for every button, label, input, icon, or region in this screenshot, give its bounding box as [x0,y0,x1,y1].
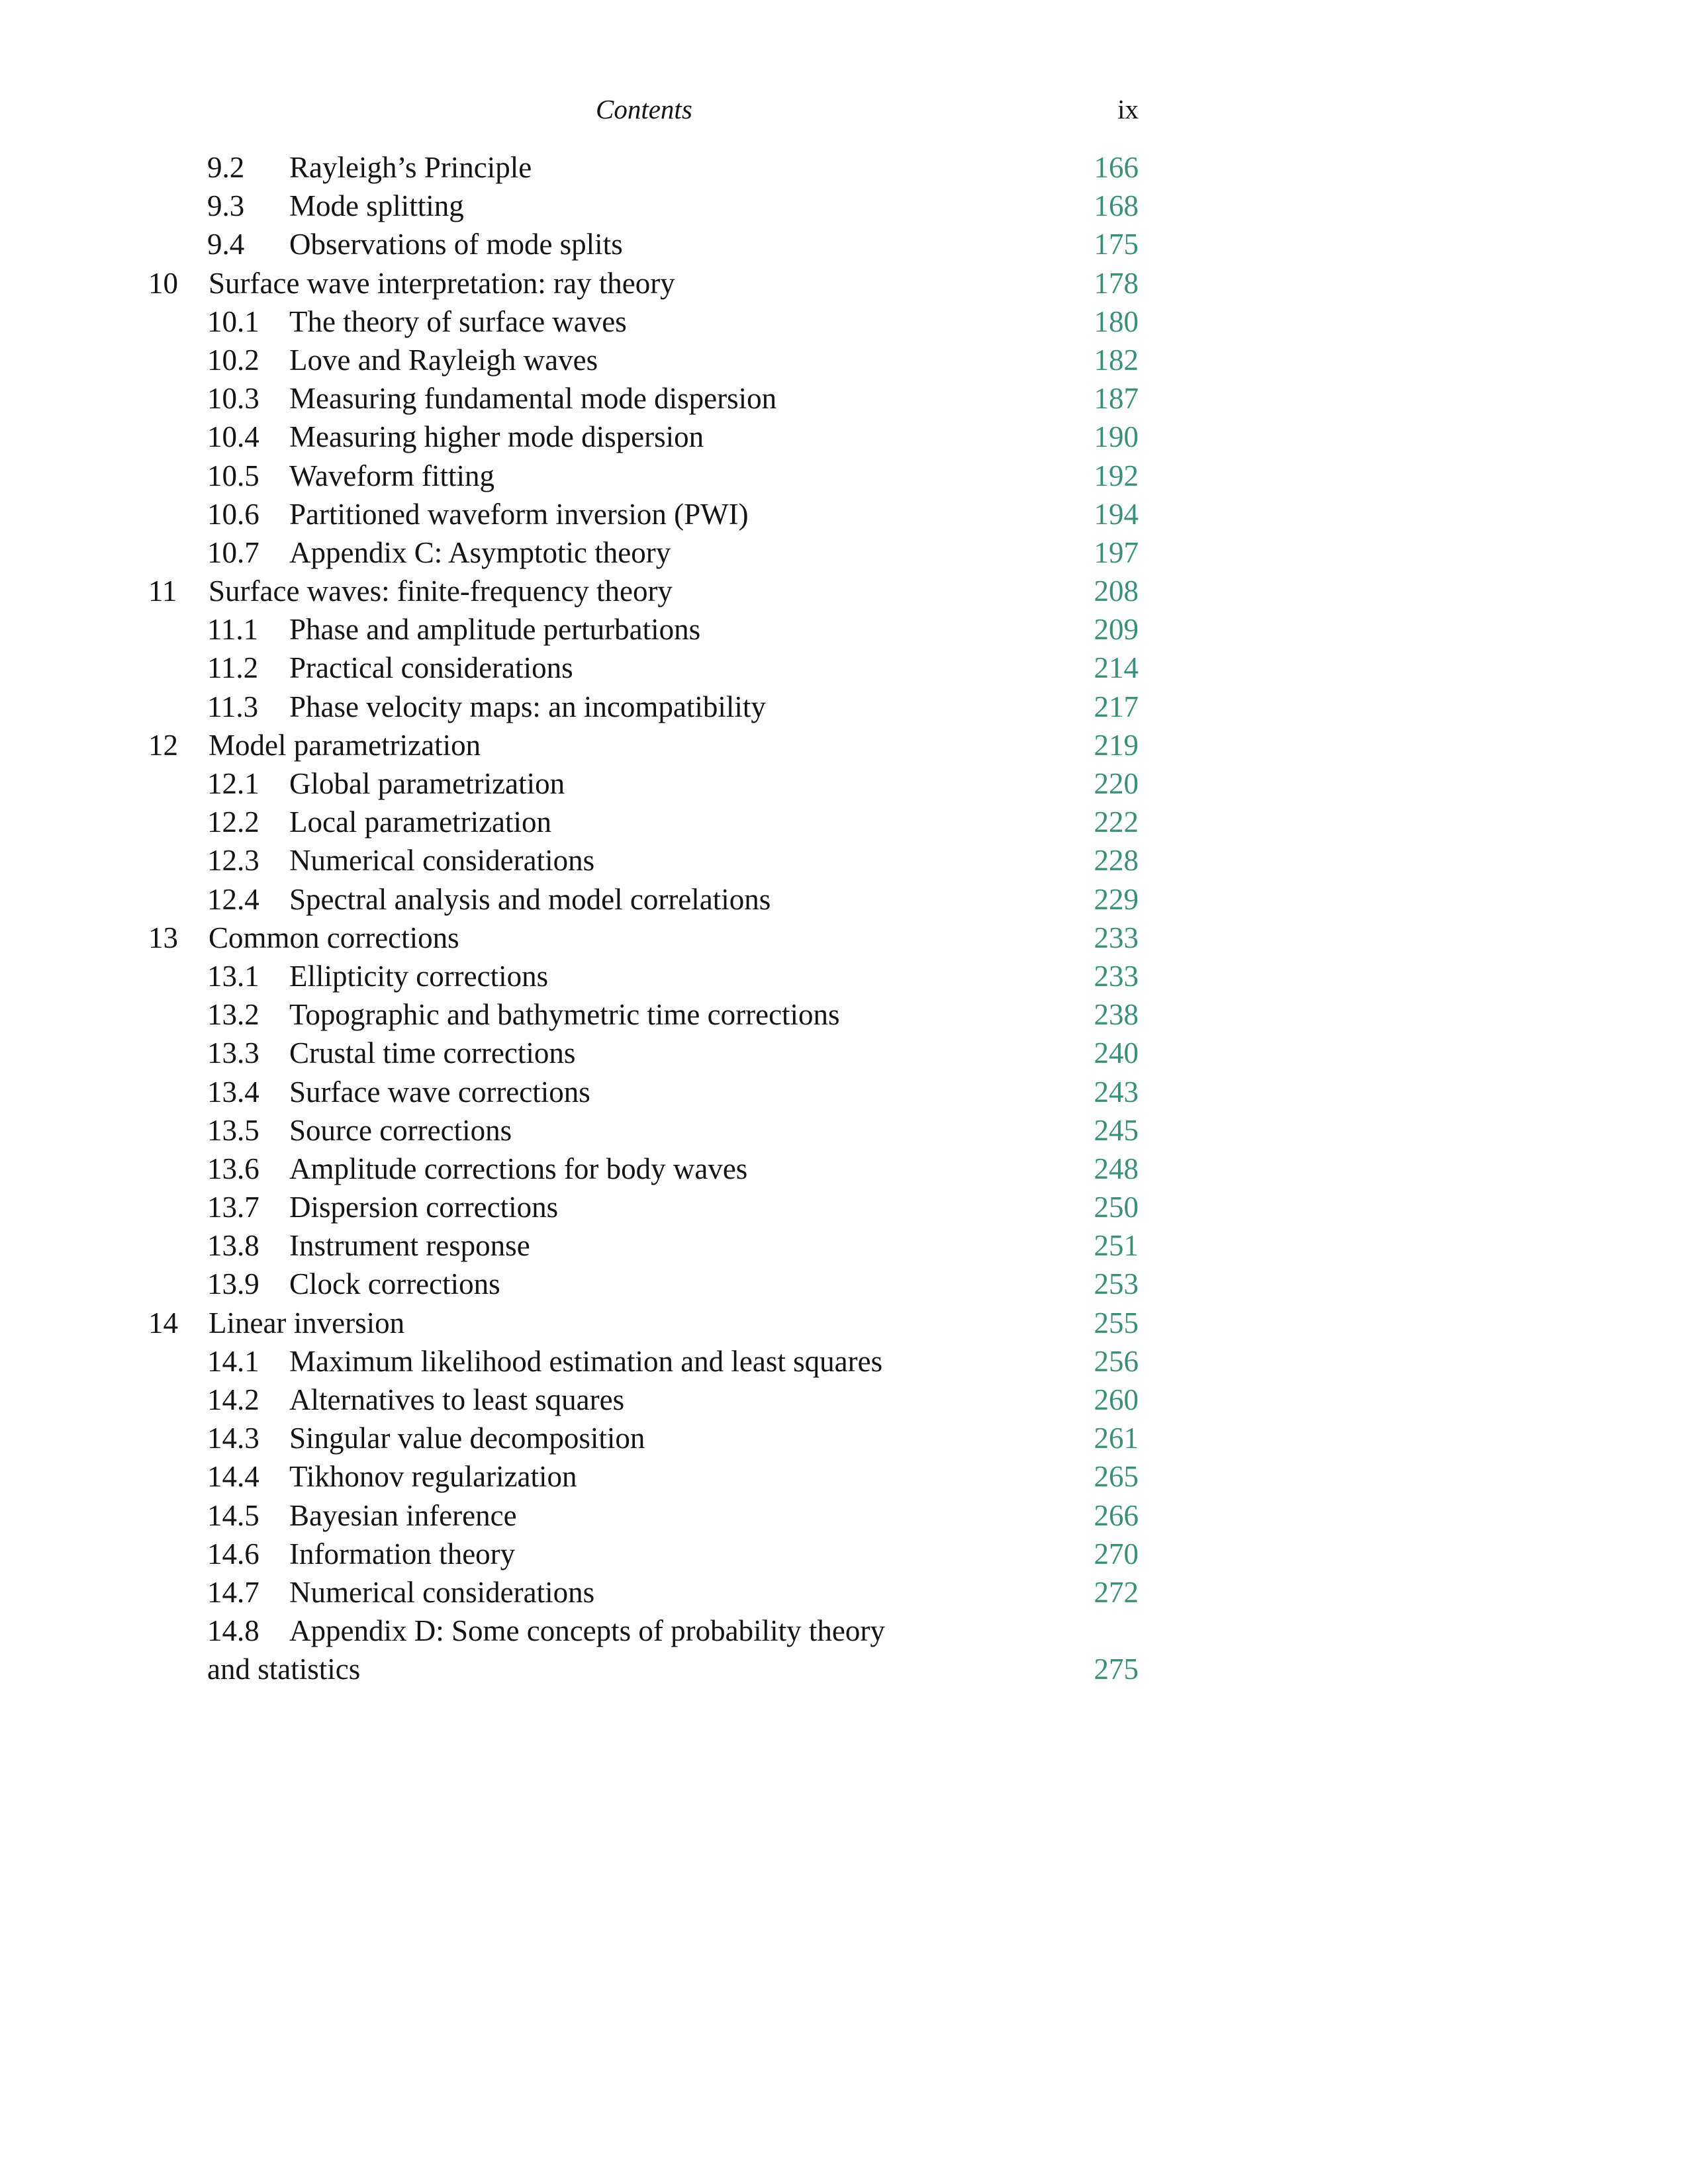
toc-entry-page-link[interactable]: 270 [1094,1537,1139,1570]
toc-entry-page-link[interactable]: 272 [1094,1575,1139,1609]
table-of-contents [0,148,1688,1689]
toc-entry-number: 10 [148,266,178,300]
toc-entry-title: Phase and amplitude perturbations [289,613,701,647]
toc-entry-title: Alternatives to least squares [289,1383,625,1416]
toc-entry-page-link[interactable]: 214 [1094,651,1139,685]
toc-section-entry[interactable] [0,995,1688,1034]
toc-entry-number: 12.1 [207,767,259,800]
toc-entry-page-link[interactable]: 178 [1094,266,1139,300]
toc-entry-page-link[interactable]: 260 [1094,1383,1139,1416]
toc-section-entry[interactable] [0,495,1688,533]
toc-entry-page-link[interactable]: 253 [1094,1267,1139,1301]
toc-entry-number: 13.9 [207,1267,259,1301]
toc-entry-page-link[interactable]: 256 [1094,1344,1139,1378]
toc-entry-page-link[interactable]: 266 [1094,1498,1139,1532]
toc-section-entry[interactable] [0,187,1688,225]
toc-section-entry[interactable] [0,764,1688,803]
toc-entry-page-link[interactable]: 261 [1094,1422,1139,1455]
toc-entry-page-link[interactable]: 220 [1094,767,1139,800]
toc-entry-page-link[interactable]: 182 [1094,343,1139,377]
toc-entry-page-link[interactable]: 222 [1094,805,1139,839]
toc-entry-page-link[interactable]: 238 [1094,998,1139,1032]
toc-entry-page-link[interactable]: 219 [1094,728,1139,762]
toc-entry-title: Maximum likelihood estimation and least squares [289,1344,883,1378]
toc-section-entry[interactable] [0,1073,1688,1111]
running-head-page-number: ix [1117,94,1139,124]
toc-entry-number: 10.7 [207,535,259,569]
toc-section-entry[interactable] [0,803,1688,841]
toc-entry-number: 10.2 [207,343,259,377]
toc-entry-number: 11.1 [207,613,259,647]
toc-entry-title: Topographic and bathymetric time corrections [289,998,840,1032]
toc-entry-number: 14.3 [207,1422,259,1455]
toc-entry-number: 10.4 [207,420,259,454]
toc-entry-page-link[interactable]: 229 [1094,882,1139,916]
toc-entry-page-link[interactable]: 243 [1094,1075,1139,1109]
toc-entry-title: Ellipticity corrections [289,959,549,993]
toc-section-entry[interactable] [0,302,1688,341]
toc-entry-page-link[interactable]: 190 [1094,420,1139,454]
toc-entry-title: Global parametrization [289,767,565,800]
toc-entry-title: Measuring fundamental mode dispersion [289,382,777,416]
toc-section-entry[interactable] [0,533,1688,572]
running-head-title: Contents [596,94,692,124]
toc-entry-number: 14.1 [207,1344,259,1378]
toc-entry-title: Spectral analysis and model correlations [289,882,771,916]
toc-entry-title: Information theory [289,1537,516,1570]
toc-entry-page-link[interactable]: 240 [1094,1036,1139,1070]
toc-section-entry[interactable] [0,880,1688,919]
toc-entry-number: 14.7 [207,1575,259,1609]
toc-entry-number: 10.3 [207,382,259,416]
toc-entry-number: 13.8 [207,1229,259,1263]
toc-entry-title: Surface wave interpretation: ray theory [209,266,675,300]
toc-entry-page-link[interactable]: 248 [1094,1152,1139,1185]
toc-section-entry[interactable] [0,1457,1688,1496]
toc-section-entry[interactable] [0,457,1688,495]
toc-entry-page-link[interactable]: 166 [1094,151,1139,184]
toc-section-entry[interactable] [0,225,1688,263]
toc-entry-number: 11.2 [207,651,259,685]
toc-entry-page-link[interactable]: 208 [1094,574,1139,608]
toc-entry-number: 14.4 [207,1460,259,1494]
toc-section-entry[interactable] [0,1612,1688,1650]
toc-entry-title: Measuring higher mode dispersion [289,420,704,454]
toc-section-entry[interactable] [0,1034,1688,1072]
toc-entry-title: Rayleigh’s Principle [289,151,532,184]
toc-chapter-entry[interactable] [0,264,1688,302]
toc-chapter-entry[interactable] [0,1304,1688,1342]
toc-entry-page-link[interactable]: 187 [1094,382,1139,416]
toc-section-entry[interactable] [0,1226,1688,1265]
toc-entry-page-link[interactable]: 217 [1094,690,1139,723]
toc-entry-title: Dispersion corrections [289,1191,559,1224]
toc-chapter-entry[interactable] [0,726,1688,764]
toc-entry-number: 13.5 [207,1113,259,1147]
toc-entry-number: 10.6 [207,497,259,531]
toc-entry-title: Numerical considerations [289,844,595,878]
toc-entry-title: Model parametrization [209,728,481,762]
toc-section-entry[interactable] [0,1381,1688,1419]
toc-entry-page-link[interactable]: 209 [1094,613,1139,647]
toc-entry-page-link[interactable]: 194 [1094,497,1139,531]
toc-chapter-entry[interactable] [0,919,1688,957]
toc-entry-title: Phase velocity maps: an incompatibility [289,690,766,723]
toc-entry-title: Surface wave corrections [289,1075,590,1109]
toc-entry-title: Waveform fitting [289,459,495,492]
toc-entry-title: Source corrections [289,1113,512,1147]
toc-section-entry[interactable] [0,1188,1688,1226]
toc-entry-page-link[interactable]: 233 [1094,959,1139,993]
toc-entry-number: 13.3 [207,1036,259,1070]
page-header [0,91,1688,127]
toc-entry-page-link[interactable]: 275 [1094,1653,1139,1686]
toc-section-entry[interactable] [0,148,1688,187]
toc-entry-title: Amplitude corrections for body waves [289,1152,748,1185]
toc-section-entry[interactable] [0,1573,1688,1612]
toc-entry-page-link[interactable]: 233 [1094,921,1139,954]
toc-entry-title: Mode splitting [289,189,464,223]
toc-entry-number: 12 [148,728,178,762]
toc-entry-number: 13 [148,921,178,954]
toc-section-entry[interactable] [0,841,1688,880]
toc-entry-number: 10.1 [207,304,259,338]
toc-entry-page-link[interactable]: 197 [1094,535,1139,569]
toc-section-entry[interactable] [0,1150,1688,1188]
toc-entry-title: Tikhonov regularization [289,1460,577,1494]
toc-entry-number: 13.7 [207,1191,259,1224]
toc-entry-title: Surface waves: finite-frequency theory [209,574,673,608]
toc-entry-title: The theory of surface waves [289,304,627,338]
toc-entry-number: 14.2 [207,1383,259,1416]
toc-entry-page-link[interactable]: 192 [1094,459,1139,492]
toc-entry-title: Crustal time corrections [289,1036,576,1070]
toc-section-entry[interactable] [0,610,1688,649]
toc-entry-title: Appendix D: Some concepts of probability theory [289,1614,885,1648]
toc-entry-title: and statistics [207,1653,361,1686]
toc-section-entry[interactable] [0,341,1688,379]
toc-section-entry[interactable] [0,1342,1688,1381]
toc-entry-number: 13.4 [207,1075,259,1109]
toc-entry-title: Common corrections [209,921,459,954]
toc-entry-page-link[interactable]: 180 [1094,304,1139,338]
toc-entry-number: 11 [148,574,177,608]
toc-entry-number: 14.6 [207,1537,259,1570]
toc-section-entry[interactable] [0,688,1688,726]
toc-entry-title: Love and Rayleigh waves [289,343,598,377]
toc-entry-title: Clock corrections [289,1267,500,1301]
toc-entry-page-link[interactable]: 168 [1094,189,1139,223]
toc-entry-title: Practical considerations [289,651,573,685]
toc-section-entry[interactable] [0,1496,1688,1535]
toc-entry-number: 9.2 [207,151,245,184]
toc-entry-title: Bayesian inference [289,1498,517,1532]
toc-entry-continuation[interactable] [0,1650,1688,1688]
toc-entry-title: Partitioned waveform inversion (PWI) [289,497,749,531]
toc-section-entry[interactable] [0,649,1688,687]
toc-chapter-entry[interactable] [0,572,1688,610]
toc-entry-title: Singular value decomposition [289,1422,645,1455]
toc-entry-number: 14 [148,1306,178,1340]
toc-entry-number: 12.3 [207,844,259,878]
toc-entry-number: 10.5 [207,459,259,492]
toc-entry-page-link[interactable]: 265 [1094,1460,1139,1494]
toc-section-entry[interactable] [0,1419,1688,1457]
toc-entry-page-link[interactable]: 255 [1094,1306,1139,1340]
toc-section-entry[interactable] [0,1265,1688,1303]
toc-section-entry[interactable] [0,1535,1688,1573]
toc-entry-number: 11.3 [207,690,259,723]
toc-entry-number: 14.5 [207,1498,259,1532]
toc-entry-number: 12.2 [207,805,259,839]
toc-entry-page-link[interactable]: 251 [1094,1229,1139,1263]
toc-entry-title: Numerical considerations [289,1575,595,1609]
toc-entry-title: Appendix C: Asymptotic theory [289,535,671,569]
toc-entry-page-link[interactable]: 250 [1094,1191,1139,1224]
toc-section-entry[interactable] [0,957,1688,995]
toc-entry-title: Observations of mode splits [289,228,623,261]
toc-entry-number: 13.2 [207,998,259,1032]
toc-entry-page-link[interactable]: 175 [1094,228,1139,261]
toc-entry-number: 14.8 [207,1614,259,1648]
toc-entry-number: 9.3 [207,189,245,223]
toc-entry-title: Linear inversion [209,1306,405,1340]
toc-entry-number: 9.4 [207,228,245,261]
toc-entry-title: Local parametrization [289,805,552,839]
toc-entry-number: 12.4 [207,882,259,916]
toc-section-entry[interactable] [0,1111,1688,1150]
toc-section-entry[interactable] [0,418,1688,456]
toc-entry-page-link[interactable]: 228 [1094,844,1139,878]
toc-entry-title: Instrument response [289,1229,530,1263]
toc-entry-number: 13.6 [207,1152,259,1185]
toc-entry-page-link[interactable]: 245 [1094,1113,1139,1147]
toc-entry-number: 13.1 [207,959,259,993]
toc-section-entry[interactable] [0,379,1688,418]
